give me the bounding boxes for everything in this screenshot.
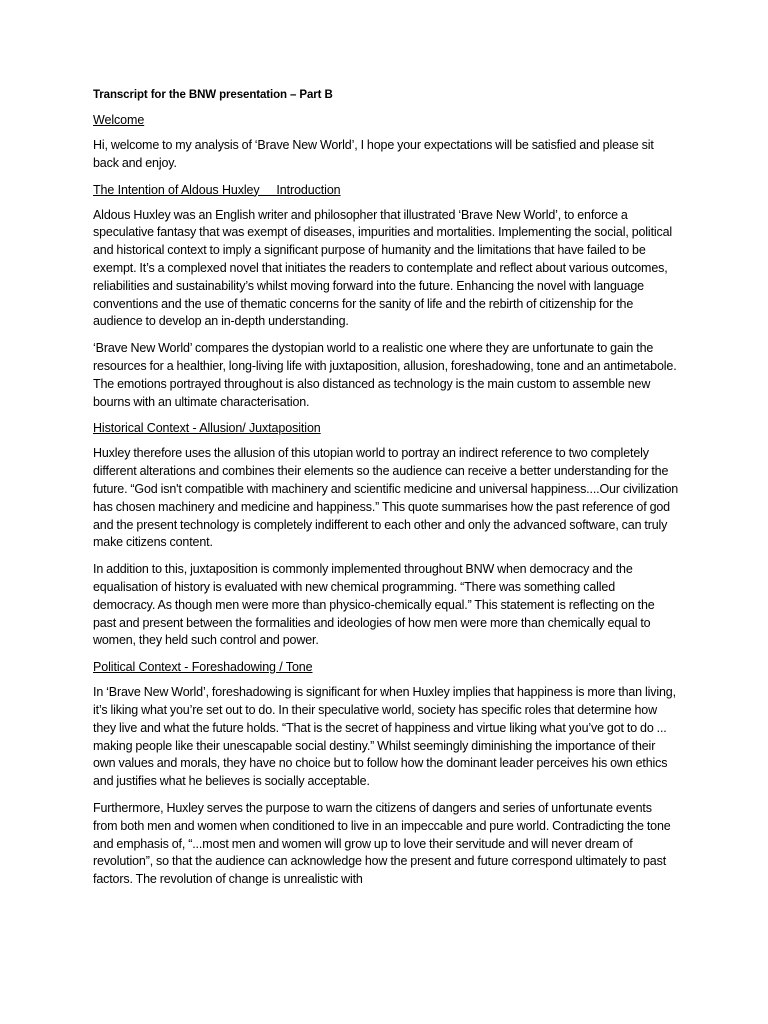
paragraph: Huxley therefore uses the allusion of this utopian world to portray an indirect reference to two completely different alterations and combines their elements so the audience can receive a better understanding for the future. “God isn't compatible with machinery and scientific medicine and universal happiness....Our civilization has chosen machinery and medicine and happiness.” This quote summarises how the past reference of god and the present technology is completely indifferent to each other and only the advanced software, can truly make citizens content. xyxy=(93,446,679,550)
paragraph: In addition to this, juxtaposition is commonly implemented throughout BNW when democracy and the equalisation of history is evaluated with new chemical programming. “There was something called democracy. As though men were more than physico-chemically equal.” This statement is reflecting on the past and present between the formalities and ideologies of how men were more than chemically equal to women, they held such control and power. xyxy=(93,562,655,648)
paragraph: Hi, welcome to my analysis of ‘Brave New World’, I hope your expectations will be satisfied and please sit back and enjoy. xyxy=(93,138,654,170)
paragraph: ‘Brave New World’ compares the dystopian world to a realistic one where they are unfortunate to gain the resources for a healthier, long-living life with juxtaposition, allusion, foreshadowing, tone and an antimetabole. The emotions portrayed throughout is also distanced as technology is the main custom to assemble new bourns with an ultimate characterisation. xyxy=(93,341,677,409)
section-political-context xyxy=(93,659,679,889)
section-welcome xyxy=(93,112,679,173)
section-heading: Welcome xyxy=(93,113,145,127)
section-heading: Historical Context - Allusion/ Juxtaposition xyxy=(93,421,321,436)
section-heading: Political Context - Foreshadowing / Tone xyxy=(93,660,313,675)
section-introduction xyxy=(93,182,679,412)
document-page xyxy=(93,87,679,898)
paragraph: Furthermore, Huxley serves the purpose to warn the citizens of dangers and series of unfortunate events from both men and women when conditioned to live in an impeccable and pure world. Contradicting the tone and emphasis of, “...most men and women will grow up to love their servitude and will never dream of revolution”, so that the audience can acknowledge how the present and future correspond ultimately to past factors. The revolution of change is unrealistic with xyxy=(93,800,671,887)
section-heading: The Intention of Aldous Huxley Introduction xyxy=(93,182,341,197)
document-title: Transcript for the BNW presentation – Part B xyxy=(93,89,333,101)
paragraph: Aldous Huxley was an English writer and philosopher that illustrated ‘Brave New World’, to enforce a speculative fantasy that was exempt of diseases, impurities and mortalities. Implementing the social, political and historical context to imply a significant purpose of humanity and the limitations that have failed to be exempt. It’s a complexed novel that initiates the readers to contemplate and reflect about various outcomes, reliabilities and sustainability’s whilst moving forward into the future. Enhancing the novel with language conventions and the use of thematic concerns for the sanity of life and the rebirth of citizenship for the audience to develop an in-depth understanding. xyxy=(93,207,673,329)
paragraph: In ‘Brave New World’, foreshadowing is significant for when Huxley implies that happiness is more than living, it’s liking what you’re set out to do. In their speculative world, society has specific roles that determine how they live and what the future holds. “That is the secret of happiness and virtue liking what you’ve got to do ... making people like their unescapable social destiny.” Whilst seemingly diminishing the importance of their own values and morals, they have no choice but to follow how the dominant leader perceives his own ethics and justifies what he believes is socially acceptable. xyxy=(93,685,676,789)
section-historical-context xyxy=(93,420,679,650)
